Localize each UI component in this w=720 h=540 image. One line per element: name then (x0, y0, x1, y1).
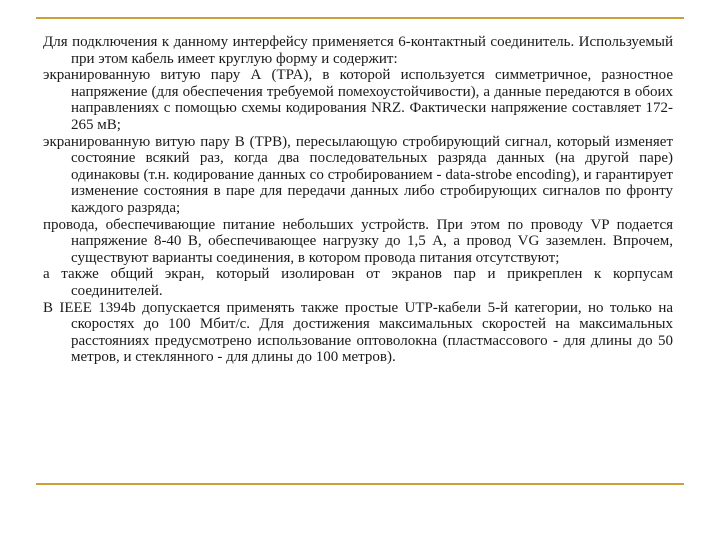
bottom-divider (36, 483, 684, 485)
slide-body (43, 34, 673, 366)
paragraph-tpa: экранированную витую пару А (TPA), в которой используется симметричное, разностное напряжение (для обеспечения требуемой помехоустойчивости), а данные передаются в обоих направлениях с помощью схемы кодирования NRZ. Фактически напряжение составляет 172-265 мВ; (43, 67, 673, 133)
top-divider (36, 17, 684, 19)
paragraph-tpb: экранированную витую пару В (TPB), пересылающую стробирующий сигнал, который изменяет состояние всякий раз, когда два последовательных разряда данных (на другой паре) одинаковы (т.н. кодирование данных со стробированием - data-strobe encoding), и гарантирует изменение состояния в паре для передачи данных либо стробирующих сигналов по фронту каждого разряда; (43, 133, 673, 216)
paragraph-connector-intro: Для подключения к данному интерфейсу применяется 6-контактный соединитель. Используемый при этом кабель имеет круглую форму и содержит: (43, 34, 673, 67)
paragraph-ieee-1394b: В IEEE 1394b допускается применять также простые UTP-кабели 5-й категории, но только на скоростях до 100 Мбит/с. Для достижения максимальных скоростей на максимальных расстояниях предусмотрено использование оптоволокна (пластмассового - для длины до 50 метров, и стеклянного - для длины до 100 метров). (43, 299, 673, 366)
paragraph-shield: а также общий экран, который изолирован от экранов пар и прикреплен к корпусам соединителей. (43, 266, 673, 299)
paragraph-power-wires: провода, обеспечивающие питание небольших устройств. При этом по проводу VP подается напряжение 8-40 В, обеспечивающее нагрузку до 1,5 А, а провод VG заземлен. Впрочем, существуют варианты соединения, в котором провода питания отсутствуют; (43, 216, 673, 266)
